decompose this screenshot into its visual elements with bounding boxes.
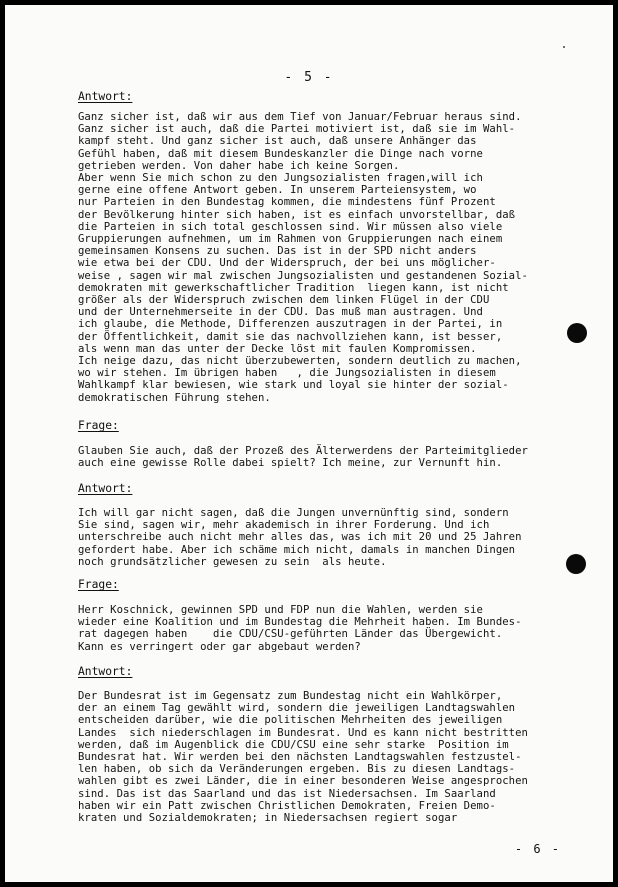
- question-paragraph: Glauben Sie auch, daß der Prozeß des Älterwerdens der Parteimitglieder auch eine gewisse Rolle dabei spielt? Ich meine, zur Vernunft hin.: [78, 445, 528, 470]
- answer-paragraph: Ich will gar nicht sagen, daß die Jungen unvernünftig sind, sondern Sie sind, sagen wir, mehr akademisch in ihrer Forderung. Und ich unterschreibe auch nicht mehr alles das, was ich mit 20 und 25 Jahren gefordert habe. Aber ich schäme mich nicht, damals in manchen Dingen noch grundsätzlicher gewesen zu sein als heute.: [78, 507, 522, 568]
- question-paragraph: Herr Koschnick, gewinnen SPD und FDP nun die Wahlen, werden sie wieder eine Koalition und im Bundestag die Mehrheit haben. Im Bundes- rat dagegen haben die CDU/CSU-geführten Länder das Übergewicht. Kann es verringert oder gar abgebaut werden?: [78, 604, 522, 653]
- scan-speck: [563, 46, 565, 48]
- punch-hole-mark: [566, 554, 586, 574]
- answer-paragraph: Ganz sicher ist, daß wir aus dem Tief von Januar/Februar heraus sind. Ganz sicher ist auch, daß die Partei motiviert ist, daß sie im Wahl- kampf steht. Und ganz sicher ist auch, daß unsere Anhänger das Gefühl haben, daß mit diesem Bundeskanzler die Dinge nach vorne getrieben werden. Von daher habe ich keine Sorgen. Aber wenn Sie mich schon zu den Jungsozialisten fragen,will ich gerne eine offene Antwort geben. In unserem Parteiensystem, wo nur Parteien in den Bundestag kommen, die mindestens fünf Prozent der Bevölkerung hinter sich haben, ist es einfach unvorstellbar, daß die Parteien in sich total geschlossen sind. Wir müssen also viele Gruppierungen aufnehmen, um im Rahmen von Gruppierungen nach einem gemeinsamen Konsens zu suchen. Das ist in der SPD nicht anders wie etwa bei der CDU. Und der Widerspruch, der bei uns möglicher- weise , sagen wir mal zwischen Jungsozialisten und gestandenen Sozial- demokraten mit gewerkschaftlicher Tradition liegen kann, ist nicht größer als der Widerspruch zwischen dem linken Flügel in der CDU und der Unternehmerseite in der CDU. Das muß man austragen. Und ich glaube, die Methode, Differenzen auszutragen in der Partei, in der Öffentlichkeit, damit sie das nachvollziehen kann, ist besser, als wenn man das unter der Decke löst mit faulen Kompromissen. Ich neige dazu, das nicht überzubewerten, sondern deutlich zu machen, wo wir stehen. Im übrigen haben , die Jungsozialisten in diesem Wahlkampf klar bewiesen, wie stark und loyal sie hinter der sozial- demokratischen Führung stehen.: [78, 111, 528, 404]
- page-number-top: - 5 -: [284, 70, 334, 85]
- page-number-bottom: - 6 -: [514, 842, 561, 856]
- punch-hole-mark: [567, 323, 587, 343]
- section-label-answer: Antwort:: [78, 90, 133, 103]
- answer-paragraph: Der Bundesrat ist im Gegensatz zum Bundestag nicht ein Wahlkörper, der an einem Tag gewählt wird, sondern die jeweiligen Landtagswahlen entscheiden darüber, wie die politischen Mehrheiten des jeweiligen Landes sich niederschlagen im Bundesrat. Und es kann nicht bestritten werden, daß im Augenblick die CDU/CSU eine sehr starke Position im Bundesrat hat. Wir werden bei den nächsten Landtagswahlen festzustel- len haben, ob sich da Veränderungen ergeben. Bis zu diesen Landtags- wahlen gibt es zwei Länder, die in einer besonderen Weise angesprochen sind. Das ist das Saarland und das ist Niedersachsen. Im Saarland haben wir ein Patt zwischen Christlichen Demokraten, Freien Demo- kraten und Sozialdemokraten; in Niedersachsen regiert sogar: [78, 690, 528, 825]
- section-label-question: Frage:: [78, 419, 119, 432]
- section-label-answer: Antwort:: [78, 482, 133, 495]
- section-label-question: Frage:: [78, 578, 119, 591]
- document-page: [5, 5, 613, 882]
- section-label-answer: Antwort:: [78, 665, 133, 678]
